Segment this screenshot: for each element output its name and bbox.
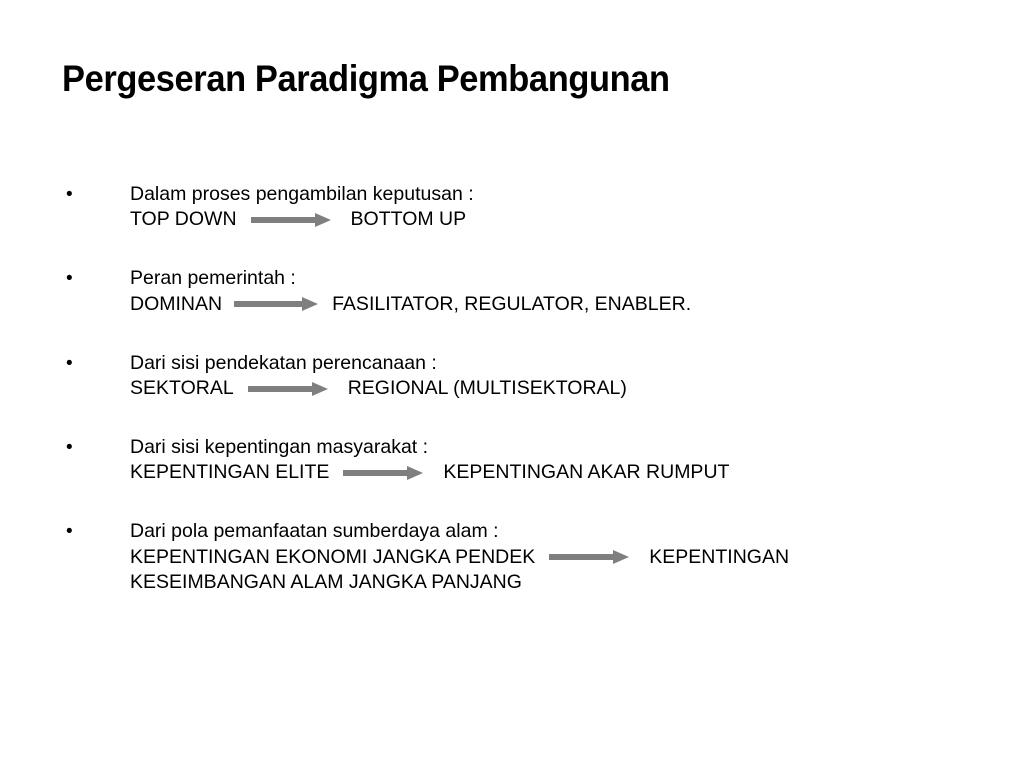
right-arrow-icon bbox=[343, 466, 423, 480]
shift-to-label: KEPENTINGAN bbox=[649, 545, 790, 568]
bullet-heading: Dari pola pemanfaatan sumberdaya alam : bbox=[130, 520, 499, 543]
paradigm-shift-line bbox=[130, 207, 966, 232]
slide-title: Pergeseran Paradigma Pembangunan bbox=[62, 58, 670, 99]
shift-to-label: FASILITATOR, REGULATOR, ENABLER. bbox=[332, 292, 692, 315]
paradigm-shift-line bbox=[130, 544, 966, 569]
shift-from-label: TOP DOWN bbox=[130, 208, 237, 231]
bullet-item-government-role bbox=[66, 266, 966, 316]
bullet-heading: Dalam proses pengambilan keputusan : bbox=[130, 183, 474, 205]
bullet-item-resource-use bbox=[66, 519, 966, 594]
shift-from-label: DOMINAN bbox=[130, 292, 223, 315]
paradigm-shift-line bbox=[130, 291, 966, 316]
bullet-marker: • bbox=[66, 437, 73, 459]
paradigm-shift-line bbox=[130, 460, 966, 485]
right-arrow-icon bbox=[549, 550, 629, 564]
bullet-marker: • bbox=[66, 268, 73, 290]
bullet-heading: Dari sisi kepentingan masyarakat : bbox=[130, 436, 429, 459]
shift-to-label: BOTTOM UP bbox=[350, 208, 467, 231]
bullet-item-community-interest bbox=[66, 435, 966, 485]
bullet-marker: • bbox=[66, 184, 73, 205]
paradigm-shift-line bbox=[130, 376, 966, 401]
right-arrow-icon bbox=[251, 213, 331, 227]
bullet-item-decision-making bbox=[66, 182, 966, 232]
bullet-heading: Peran pemerintah : bbox=[130, 267, 296, 290]
bullet-item-planning-approach bbox=[66, 351, 966, 401]
shift-from-label: KEPENTINGAN ELITE bbox=[130, 461, 330, 484]
right-arrow-icon bbox=[248, 382, 328, 396]
shift-from-label: SEKTORAL bbox=[130, 377, 234, 400]
shift-to-label: KEPENTINGAN AKAR RUMPUT bbox=[443, 461, 730, 484]
bullet-marker: • bbox=[66, 521, 73, 543]
shift-to-continued: KESEIMBANGAN ALAM JANGKA PANJANG bbox=[130, 570, 522, 593]
bullet-list bbox=[66, 182, 966, 629]
right-arrow-icon bbox=[234, 297, 318, 311]
shift-to-label: REGIONAL (MULTISEKTORAL) bbox=[347, 377, 627, 400]
bullet-heading: Dari sisi pendekatan perencanaan : bbox=[130, 351, 437, 374]
bullet-marker: • bbox=[66, 352, 73, 374]
shift-from-label: KEPENTINGAN EKONOMI JANGKA PENDEK bbox=[130, 545, 536, 568]
